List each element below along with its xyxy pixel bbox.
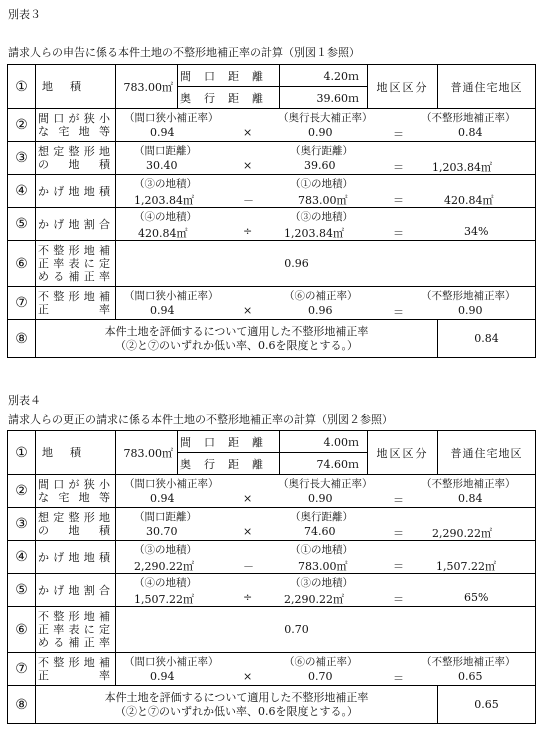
frontage-label: 間 口 距 離 bbox=[178, 431, 280, 453]
table-row bbox=[8, 475, 536, 508]
formula-value-2: 0.90 bbox=[308, 126, 333, 139]
row-label: 間口が狭小な宅地等 bbox=[36, 109, 116, 142]
formula-value-1: 0.94 bbox=[150, 304, 175, 317]
formula-operator: － bbox=[243, 560, 254, 573]
table3 bbox=[7, 64, 536, 358]
table-row bbox=[8, 287, 536, 320]
table-row bbox=[8, 574, 536, 607]
row-number: ⑧ bbox=[8, 320, 36, 358]
formula-value-1: 0.94 bbox=[150, 492, 175, 505]
formula-header-2: （⑥の補正率） bbox=[284, 290, 358, 302]
applied-rate-value: 0.65 bbox=[438, 686, 536, 724]
formula-equals: ＝ bbox=[393, 672, 404, 685]
table-row bbox=[8, 431, 536, 453]
formula-operator: － bbox=[243, 194, 254, 207]
formula-cell bbox=[116, 208, 536, 241]
formula-cell bbox=[116, 287, 536, 320]
depth-value: 74.60ｍ bbox=[280, 453, 368, 475]
formula-value-2: 2,290.22㎡ bbox=[284, 593, 344, 606]
formula-value-2: 0.96 bbox=[308, 304, 333, 317]
district-label: 地区区分 bbox=[368, 65, 438, 109]
formula-operator: × bbox=[243, 126, 253, 139]
formula-result: 420.84㎡ bbox=[444, 194, 494, 207]
row-number: ④ bbox=[8, 541, 36, 574]
table-row bbox=[8, 241, 536, 287]
formula-header-1: （間口距離） bbox=[134, 511, 197, 523]
table-row bbox=[8, 142, 536, 175]
row-label: 想定整形地の地積 bbox=[36, 142, 116, 175]
row-label: かげ地割合 bbox=[36, 208, 116, 241]
formula-header-1: （③の地積） bbox=[134, 178, 197, 190]
row-label: 間口が狭小な宅地等 bbox=[36, 475, 116, 508]
area-value: 783.00㎡ bbox=[116, 65, 178, 109]
formula-equals: ＝ bbox=[393, 161, 404, 174]
applied-rate-line2: （②と⑦のいずれか低い率、0.6を限度とする。） bbox=[115, 704, 358, 718]
formula-value-1: 1,203.84㎡ bbox=[134, 194, 194, 207]
formula-header-2: （①の地積） bbox=[290, 178, 353, 190]
correction-rate-value: 0.96 bbox=[116, 241, 536, 287]
formula-header-1: （③の地積） bbox=[134, 544, 197, 556]
formula-cell bbox=[116, 475, 536, 508]
depth-label: 奥 行 距 離 bbox=[178, 453, 280, 475]
table-row bbox=[8, 686, 536, 724]
row-number: ② bbox=[8, 109, 36, 142]
frontage-value: 4.20ｍ bbox=[280, 65, 368, 87]
formula-result: 34% bbox=[464, 225, 489, 238]
row-label: 不整形地補正率表に定める補正率 bbox=[36, 607, 116, 653]
formula-header-2: （奥行距離） bbox=[290, 145, 353, 157]
formula-operator: × bbox=[243, 159, 253, 172]
formula-header-3: （不整形地補正率） bbox=[421, 478, 516, 490]
formula-equals: ＝ bbox=[393, 227, 404, 240]
formula-value-2: 0.90 bbox=[308, 492, 333, 505]
formula-value-1: 0.94 bbox=[150, 126, 175, 139]
row-number: ⑧ bbox=[8, 686, 36, 724]
formula-header-3: （不整形地補正率） bbox=[421, 290, 516, 302]
formula-equals: ＝ bbox=[393, 194, 404, 207]
formula-value-2: 39.60 bbox=[304, 159, 336, 172]
formula-header-3: （不整形地補正率） bbox=[421, 656, 516, 668]
table4-label: 別表４ bbox=[8, 394, 41, 407]
formula-header-3: （不整形地補正率） bbox=[421, 112, 516, 124]
formula-result: 0.84 bbox=[458, 126, 483, 139]
formula-header-1: （間口狭小補正率） bbox=[124, 290, 219, 302]
formula-value-1: 2,290.22㎡ bbox=[134, 560, 194, 573]
applied-rate-line1: 本件土地を評価するについて適用した不整形地補正率 bbox=[104, 324, 369, 338]
row-number: ⑦ bbox=[8, 287, 36, 320]
formula-operator: × bbox=[243, 492, 253, 505]
formula-result: 0.84 bbox=[458, 492, 483, 505]
row-label: 不整形地補正率 bbox=[36, 287, 116, 320]
formula-equals: ＝ bbox=[393, 527, 404, 540]
row-label: かげ地割合 bbox=[36, 574, 116, 607]
row-label: 地 積 bbox=[36, 65, 116, 109]
formula-operator: × bbox=[243, 525, 253, 538]
applied-rate-label bbox=[36, 320, 438, 358]
row-number: ⑥ bbox=[8, 607, 36, 653]
formula-equals: ＝ bbox=[393, 494, 404, 507]
formula-header-1: （④の地積） bbox=[134, 577, 197, 589]
formula-value-2: 74.60 bbox=[304, 525, 336, 538]
formula-result: 0.65 bbox=[458, 670, 483, 683]
formula-result: 2,290.22㎡ bbox=[432, 527, 492, 540]
formula-header-1: （間口狭小補正率） bbox=[124, 112, 219, 124]
formula-header-2: （奥行長大補正率） bbox=[278, 112, 373, 124]
formula-cell bbox=[116, 508, 536, 541]
row-number: ⑥ bbox=[8, 241, 36, 287]
row-number: ③ bbox=[8, 508, 36, 541]
formula-equals: ＝ bbox=[393, 560, 404, 573]
formula-result: 65% bbox=[464, 591, 489, 604]
row-number: ⑤ bbox=[8, 208, 36, 241]
row-number: ⑤ bbox=[8, 574, 36, 607]
row-label: 不整形地補正率表に定める補正率 bbox=[36, 241, 116, 287]
formula-header-2: （奥行長大補正率） bbox=[278, 478, 373, 490]
formula-cell bbox=[116, 574, 536, 607]
formula-cell bbox=[116, 109, 536, 142]
applied-rate-line1: 本件土地を評価するについて適用した不整形地補正率 bbox=[104, 690, 369, 704]
district-label: 地区区分 bbox=[368, 431, 438, 475]
formula-value-1: 0.94 bbox=[150, 670, 175, 683]
formula-cell bbox=[116, 541, 536, 574]
frontage-value: 4.00ｍ bbox=[280, 431, 368, 453]
table4-title: 請求人らの更正の請求に係る本件土地の不整形地補正率の計算（別図２参照） bbox=[8, 413, 393, 426]
correction-rate-value: 0.70 bbox=[116, 607, 536, 653]
formula-header-1: （間口狭小補正率） bbox=[124, 656, 219, 668]
table-row bbox=[8, 653, 536, 686]
table-row bbox=[8, 607, 536, 653]
row-number: ③ bbox=[8, 142, 36, 175]
formula-value-2: 783.00㎡ bbox=[298, 560, 348, 573]
formula-operator: × bbox=[243, 304, 253, 317]
row-label: かげ地地積 bbox=[36, 175, 116, 208]
formula-header-1: （間口距離） bbox=[134, 145, 197, 157]
formula-equals: ＝ bbox=[393, 128, 404, 141]
formula-value-2: 783.00㎡ bbox=[298, 194, 348, 207]
formula-header-2: （③の地積） bbox=[290, 577, 353, 589]
table-row bbox=[8, 541, 536, 574]
depth-label: 奥 行 距 離 bbox=[178, 87, 280, 109]
formula-header-1: （④の地積） bbox=[134, 211, 197, 223]
formula-operator: × bbox=[243, 670, 253, 683]
table3-title: 請求人らの申告に係る本件土地の不整形地補正率の計算（別図１参照） bbox=[8, 46, 360, 59]
row-number: ⑦ bbox=[8, 653, 36, 686]
row-label: かげ地地積 bbox=[36, 541, 116, 574]
applied-rate-line2: （②と⑦のいずれか低い率、0.6を限度とする。） bbox=[115, 338, 358, 352]
formula-value-1: 420.84㎡ bbox=[138, 227, 188, 240]
formula-value-1: 1,507.22㎡ bbox=[134, 593, 194, 606]
formula-operator: ÷ bbox=[243, 225, 253, 238]
formula-header-2: （①の地積） bbox=[290, 544, 353, 556]
formula-cell bbox=[116, 142, 536, 175]
formula-header-2: （⑥の補正率） bbox=[284, 656, 358, 668]
formula-result: 1,203.84㎡ bbox=[432, 161, 492, 174]
applied-rate-label bbox=[36, 686, 438, 724]
depth-value: 39.60ｍ bbox=[280, 87, 368, 109]
district-value: 普通住宅地区 bbox=[438, 431, 536, 475]
formula-value-2: 1,203.84㎡ bbox=[284, 227, 344, 240]
formula-equals: ＝ bbox=[393, 306, 404, 319]
formula-operator: ÷ bbox=[243, 591, 253, 604]
row-label: 不整形地補正率 bbox=[36, 653, 116, 686]
formula-value-1: 30.70 bbox=[146, 525, 178, 538]
table-row bbox=[8, 65, 536, 87]
row-number: ② bbox=[8, 475, 36, 508]
row-number: ① bbox=[8, 65, 36, 109]
formula-result: 0.90 bbox=[458, 304, 483, 317]
table3-label: 別表３ bbox=[8, 8, 41, 21]
applied-rate-value: 0.84 bbox=[438, 320, 536, 358]
formula-value-2: 0.70 bbox=[308, 670, 333, 683]
formula-value-1: 30.40 bbox=[146, 159, 178, 172]
table-row bbox=[8, 175, 536, 208]
area-value: 783.00㎡ bbox=[116, 431, 178, 475]
row-label: 想定整形地の地積 bbox=[36, 508, 116, 541]
formula-cell bbox=[116, 175, 536, 208]
row-number: ① bbox=[8, 431, 36, 475]
table4 bbox=[7, 430, 536, 724]
formula-header-2: （奥行距離） bbox=[290, 511, 353, 523]
table-row bbox=[8, 508, 536, 541]
formula-equals: ＝ bbox=[393, 593, 404, 606]
frontage-label: 間 口 距 離 bbox=[178, 65, 280, 87]
row-label: 地 積 bbox=[36, 431, 116, 475]
row-number: ④ bbox=[8, 175, 36, 208]
table-row bbox=[8, 320, 536, 358]
district-value: 普通住宅地区 bbox=[438, 65, 536, 109]
formula-header-1: （間口狭小補正率） bbox=[124, 478, 219, 490]
table-row bbox=[8, 208, 536, 241]
formula-result: 1,507.22㎡ bbox=[436, 560, 496, 573]
formula-header-2: （③の地積） bbox=[290, 211, 353, 223]
table-row bbox=[8, 109, 536, 142]
formula-cell bbox=[116, 653, 536, 686]
